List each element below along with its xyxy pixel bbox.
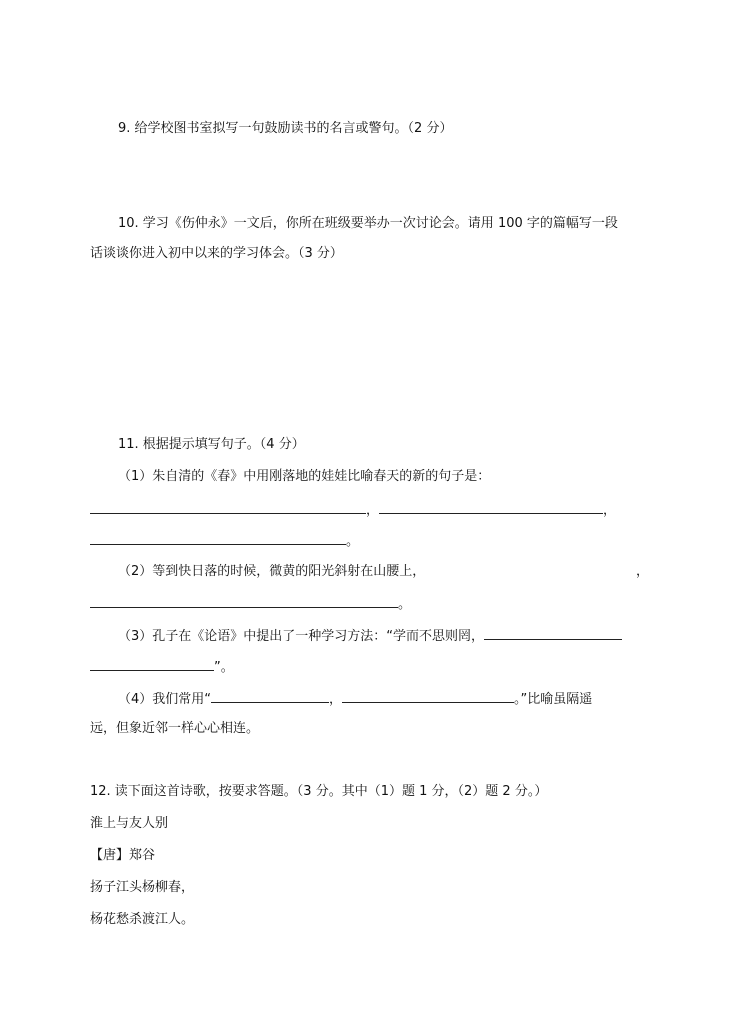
q11-p1-blank-2[interactable] xyxy=(379,499,603,514)
comma: ， xyxy=(603,503,617,518)
q11-p3-blank-1[interactable] xyxy=(484,625,622,640)
q11-part1-answer-row2 xyxy=(90,530,359,551)
q11-part4-end: 。”比喻虽隔遥 xyxy=(514,692,593,707)
poem-line-1: 扬子江头杨柳春， xyxy=(90,880,195,895)
poem-line-2: 杨花愁杀渡江人。 xyxy=(90,912,195,927)
poem-author: 【唐】郑谷 xyxy=(90,848,156,863)
q10-line2: 话谈谈你进入初中以来的学习体会。（3 分） xyxy=(90,246,343,261)
period: 。 xyxy=(398,597,412,612)
q10-line1: 10. 学习《伤仲永》一文后，你所在班级要举办一次讨论会。请用 100 字的篇幅写一段 xyxy=(118,216,618,231)
q11-part2-comma: ， xyxy=(636,564,650,579)
q11-p1-blank-3[interactable] xyxy=(90,530,346,545)
q11-part3-prompt: （3）孔子在《论语》中提出了一种学习方法：“学而不思则罔， xyxy=(118,629,485,644)
q11-part1-answer-row1 xyxy=(90,499,616,520)
comma: ， xyxy=(329,692,343,707)
q11-title: 11. 根据提示填写句子。（4 分） xyxy=(118,437,305,452)
q11-p1-blank-1[interactable] xyxy=(90,499,366,514)
q11-part2-prompt: （2）等到快日落的时候，微黄的阳光斜射在山腰上， xyxy=(118,564,426,579)
q11-part3-end: ”。 xyxy=(214,660,234,675)
q11-p4-blank-1[interactable] xyxy=(211,688,329,703)
q11-part4-start: （4）我们常用“ xyxy=(118,692,212,707)
q11-p3-blank-2[interactable] xyxy=(90,656,214,671)
q11-part4-row1 xyxy=(118,688,592,709)
q11-part2-answer-row xyxy=(90,593,411,614)
q11-part3-row1 xyxy=(118,625,622,646)
q11-part1-prompt: （1）朱自清的《春》中用刚落地的娃娃比喻春天的新的句子是： xyxy=(118,469,491,484)
q9-text: 9. 给学校图书室拟写一句鼓励读书的名言或警句。（2 分） xyxy=(118,121,453,136)
poem-title: 淮上与友人别 xyxy=(90,816,169,831)
period: 。 xyxy=(346,534,360,549)
q11-part3-row2 xyxy=(90,656,234,677)
q11-p4-blank-2[interactable] xyxy=(342,688,514,703)
q11-part4-row2: 远，但象近邻一样心心相连。 xyxy=(90,721,260,736)
q12-title: 12. 读下面这首诗歌，按要求答题。（3 分。其中（1）题 1 分，（2）题 2 分。） xyxy=(90,784,548,799)
q11-p2-blank[interactable] xyxy=(90,593,398,608)
comma: ， xyxy=(366,503,380,518)
